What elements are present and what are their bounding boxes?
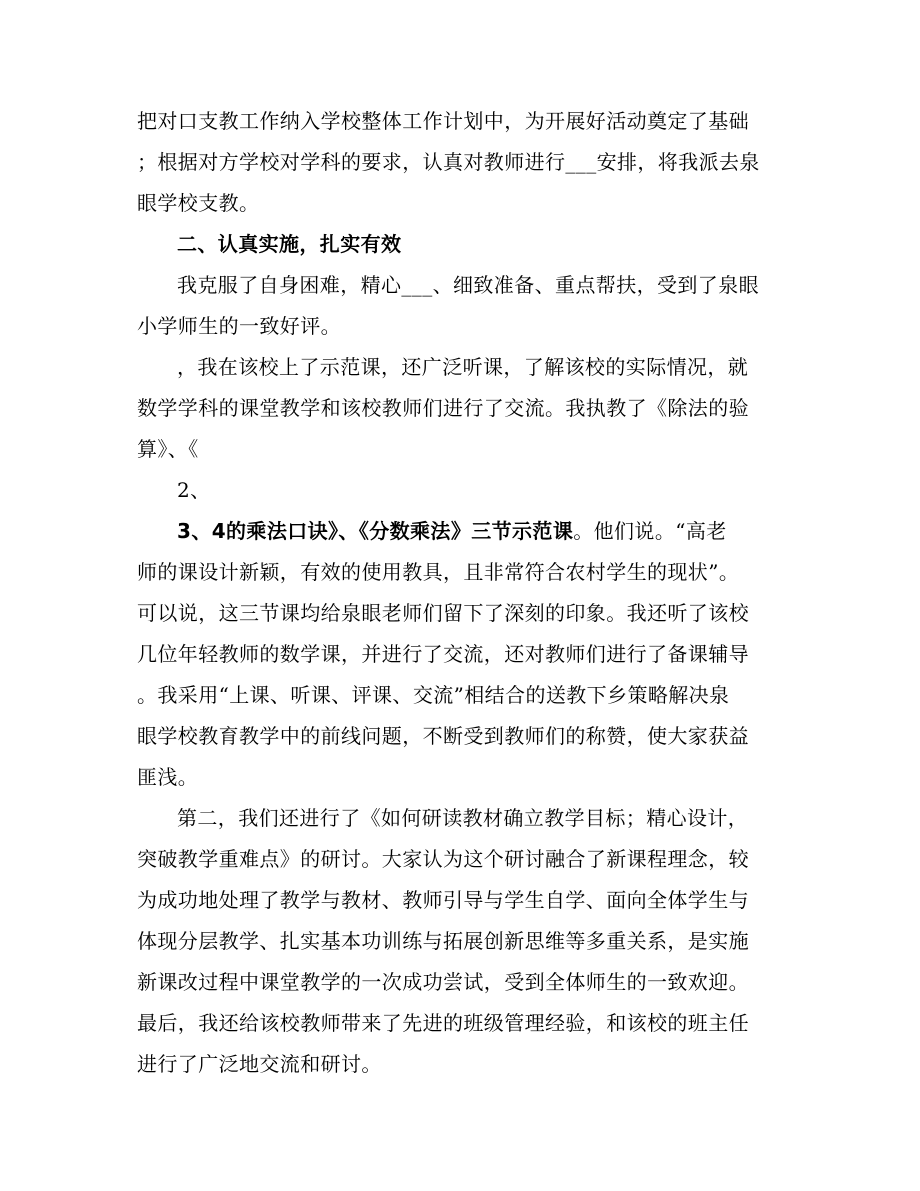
paragraph-line: 我克服了自身困难，精心___、细致准备、重点帮扶，受到了泉眼 [177, 273, 759, 297]
paragraph-line: 数学学科的课堂教学和该校教师们进行了交流。我执教了《除法的验 [137, 396, 749, 420]
paragraph-line: ，我在该校上了示范课，还广泛听课，了解该校的实际情况，就 [177, 355, 749, 379]
paragraph-line: 几位年轻教师的数学课，并进行了交流，还对教师们进行了备课辅导 [137, 642, 749, 666]
paragraph-line: 小学师生的一致好评。 [137, 314, 341, 338]
paragraph-line: 新课改过程中课堂教学的一次成功尝试，受到全体师生的一致欢迎。 [137, 970, 749, 994]
bold-course-list: 3、4的乘法口诀》、《分数乘法》三节示范课 [177, 519, 574, 543]
paragraph-line: 为成功地处理了教学与教材、教师引导与学生自学、面向全体学生与 [137, 888, 749, 912]
paragraph-line: 算》、《 [137, 437, 199, 461]
paragraph-line: 体现分层教学、扎实基本功训练与拓展创新思维等多重关系，是实施 [137, 929, 749, 953]
paragraph-line: ；根据对方学校对学科的要求，认真对教师进行___安排，将我派去泉 [137, 150, 760, 174]
list-item-number: 2、 [177, 478, 211, 502]
paragraph-line: 。我采用“上课、听课、评课、交流”相结合的送教下乡策略解决泉 [137, 683, 730, 707]
paragraph-line: 眼学校教育教学中的前线问题，不断受到教师们的称赞，使大家获益 [137, 724, 749, 748]
paragraph-line: 师的课设计新颖，有效的使用教具，且非常符合农村学生的现状”。 [137, 560, 740, 584]
paragraph-line [137, 511, 787, 552]
paragraph-line: 进行了广泛地交流和研讨。 [137, 1052, 382, 1076]
paragraph-line: 最后，我还给该校教师带来了先进的班级管理经验，和该校的班主任 [137, 1011, 749, 1035]
paragraph-line: 把对口支教工作纳入学校整体工作计划中，为开展好活动奠定了基础 [137, 109, 749, 133]
paragraph-line: 匪浅。 [137, 765, 199, 789]
paragraph-line: 可以说，这三节课均给泉眼老师们留下了深刻的印象。我还听了该校 [137, 601, 749, 625]
paragraph-line: 眼学校支教。 [137, 191, 260, 215]
paragraph-line: 突破教学重难点》的研讨。大家认为这个研讨融合了新课程理念，较 [137, 847, 749, 871]
document-body [137, 101, 787, 1085]
paragraph-line: 第二，我们还进行了《如何研读教材确立教学目标；精心设计， [177, 806, 749, 830]
section-heading: 二、认真实施，扎实有效 [177, 232, 402, 256]
paragraph-text: 。他们说。“高老 [573, 519, 727, 543]
